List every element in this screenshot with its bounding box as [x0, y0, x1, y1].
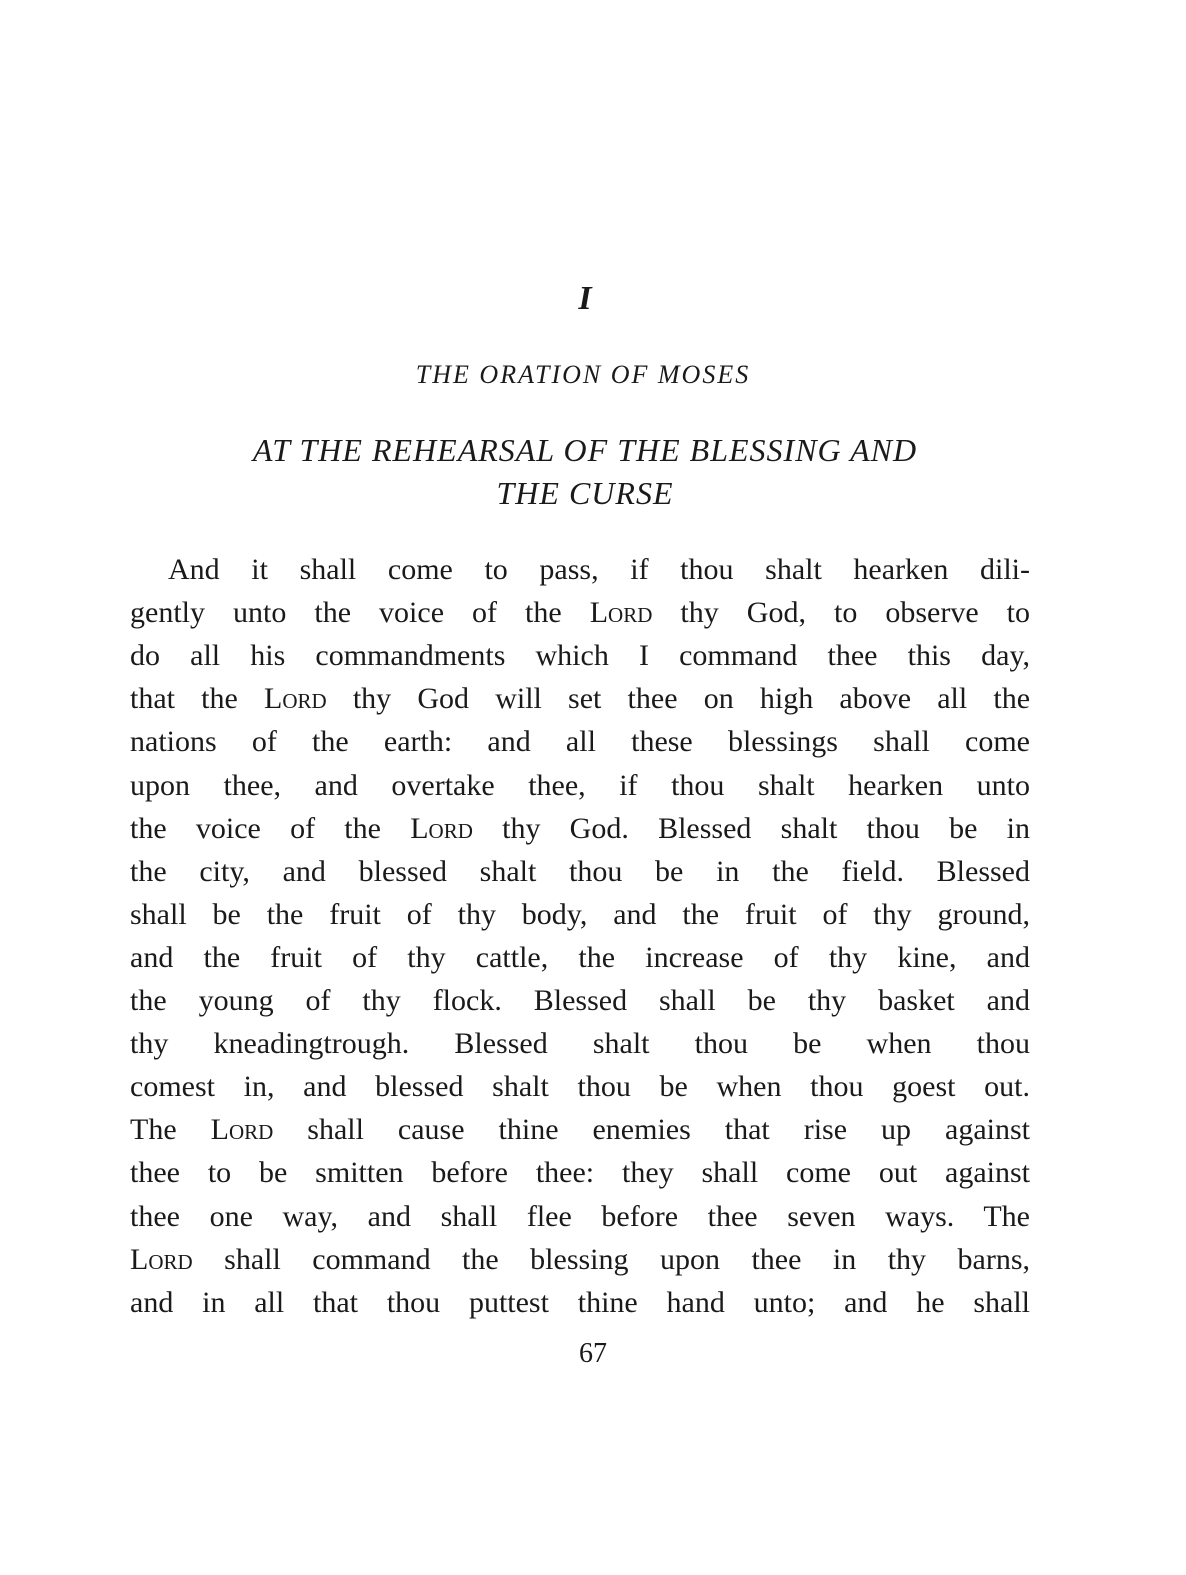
text-line: do all his commandments which I command thee this day, — [130, 639, 1030, 673]
chapter-numeral: I — [578, 280, 592, 317]
text-line: thee one way, and shall flee before thee seven ways. The — [130, 1199, 1030, 1233]
text-line: gently unto the voice of the Lord thy God, to observe to — [130, 596, 1030, 630]
text-line: the voice of the Lord thy God. Blessed shalt thou be in — [130, 811, 1030, 845]
text-line: and the fruit of thy cattle, the increase of thy kine, and — [130, 940, 1030, 974]
text-line: upon thee, and overtake thee, if thou shalt hearken unto — [130, 768, 1030, 802]
text-line: and in all that thou puttest thine hand unto; and he shall — [130, 1285, 1030, 1319]
page-number: 67 — [579, 1338, 607, 1369]
text-line: thy kneadingtrough. Blessed shalt thou be when thou — [130, 1027, 1030, 1061]
text-line: that the Lord thy God will set thee on high above all the — [130, 682, 1031, 716]
chapter-title-line-1: AT THE REHEARSAL OF THE BLESSING AND — [252, 432, 918, 468]
text-line: comest in, and blessed shalt thou be when thou goest out. — [130, 1070, 1030, 1104]
text-line: the city, and blessed shalt thou be in the field. Blessed — [130, 854, 1030, 888]
text-line: shall be the fruit of thy body, and the fruit of thy ground, — [130, 897, 1030, 931]
text-line: thee to be smitten before thee: they shall come out against — [130, 1156, 1030, 1190]
text-line: The Lord shall cause thine enemies that rise up against — [130, 1113, 1030, 1147]
text-line: the young of thy flock. Blessed shall be thy basket and — [130, 984, 1030, 1017]
text-line: And it shall come to pass, if thou shalt hearken dili- — [168, 553, 1030, 586]
text-line: nations of the earth: and all these blessings shall come — [130, 725, 1030, 759]
chapter-subtitle: THE ORATION OF MOSES — [415, 360, 751, 389]
chapter-title-line-2: THE CURSE — [496, 475, 674, 511]
text-line: Lord shall command the blessing upon thee in thy barns, — [130, 1242, 1030, 1276]
